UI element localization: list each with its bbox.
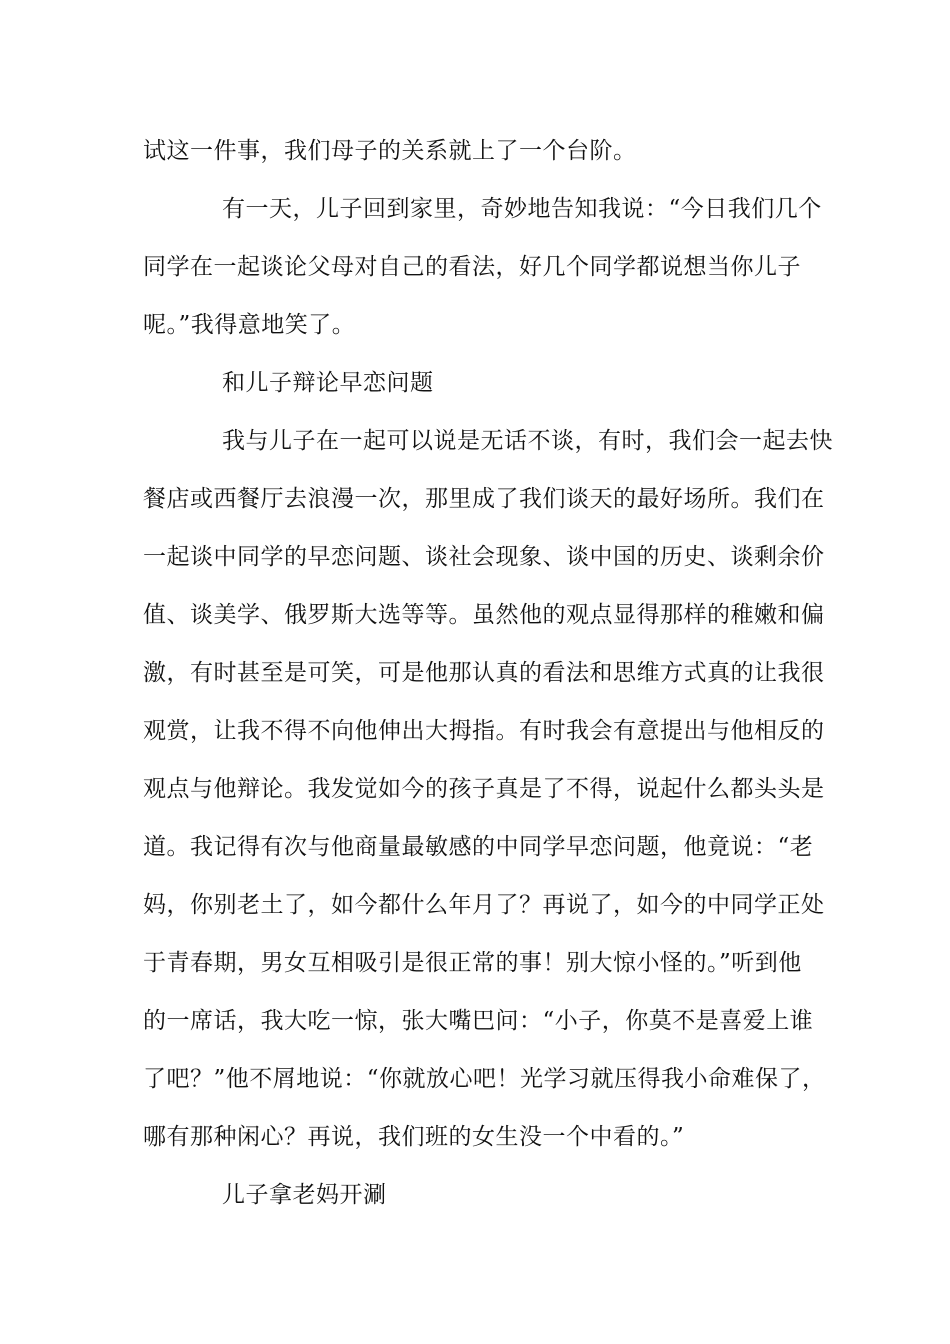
- paragraph-line: 妈，你别老土了，如今都什么年月了？再说了，如今的中同学正处: [143, 892, 825, 918]
- paragraph-line: 观点与他辩论。我发觉如今的孩子真是了不得，说起什么都头头是: [143, 776, 825, 802]
- paragraph-line: 值、谈美学、俄罗斯大选等等。虽然他的观点显得那样的稚嫩和偏: [143, 602, 825, 628]
- paragraph-line: 道。我记得有次与他商量最敏感的中同学早恋问题，他竟说：“老: [143, 834, 814, 860]
- paragraph-line: 了吧？”他不屑地说：“你就放心吧！光学习就压得我小命难保了，: [143, 1066, 826, 1092]
- paragraph-line: 激，有时甚至是可笑，可是他那认真的看法和思维方式真的让我很: [143, 660, 825, 686]
- section-heading: 和儿子辩论早恋问题: [222, 370, 434, 396]
- paragraph-line: 同学在一起谈论父母对自己的看法，好几个同学都说想当你儿子: [143, 254, 801, 280]
- paragraph-line: 我与儿子在一起可以说是无话不谈，有时，我们会一起去快: [222, 428, 833, 454]
- paragraph-line: 哪有那种闲心？再说，我们班的女生没一个中看的。”: [143, 1124, 685, 1150]
- paragraph-line: 于青春期，男女互相吸引是很正常的事！别大惊小怪的。”听到他: [143, 950, 802, 976]
- paragraph-line: 试这一件事，我们母子的关系就上了一个台阶。: [143, 138, 637, 164]
- section-heading: 儿子拿老妈开涮: [222, 1182, 387, 1208]
- paragraph-line: 呢。”我得意地笑了。: [143, 312, 356, 338]
- paragraph-line: 一起谈中同学的早恋问题、谈社会现象、谈中国的历史、谈剩余价: [143, 544, 825, 570]
- paragraph-line: 有一天，儿子回到家里，奇妙地告知我说：“今日我们几个: [222, 196, 822, 222]
- paragraph-line: 的一席话，我大吃一惊，张大嘴巴问：“小子，你莫不是喜爱上谁: [143, 1008, 814, 1034]
- paragraph-line: 观赏，让我不得不向他伸出大拇指。有时我会有意提出与他相反的: [143, 718, 825, 744]
- paragraph-line: 餐店或西餐厅去浪漫一次，那里成了我们谈天的最好场所。我们在: [143, 486, 825, 512]
